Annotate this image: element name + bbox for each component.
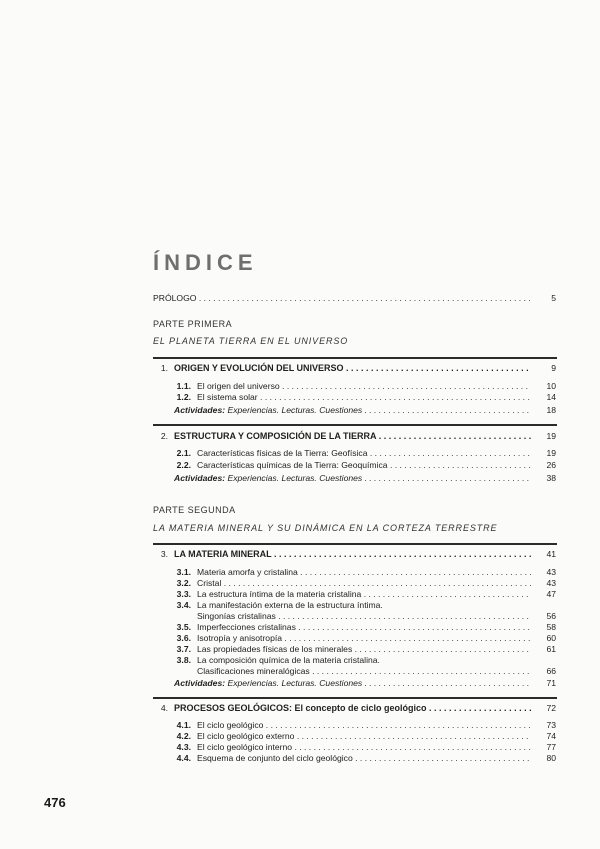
entry-number: 3.7. (176, 644, 191, 654)
activities-label: Actividades: Experiencias. Lecturas. Cuestiones . . . (174, 472, 531, 484)
entry-page: 60 (546, 633, 556, 643)
part-title: EL PLANETA TIERRA EN EL UNIVERSO (153, 336, 349, 346)
toc-entry (0, 447, 600, 459)
page-number: 476 (44, 795, 66, 810)
part-label: PARTE SEGUNDA (153, 505, 236, 515)
section-rule (153, 697, 557, 699)
entry-label: El ciclo geológico externo . . . (197, 730, 531, 742)
entry-number: 3.4. (176, 600, 191, 610)
part-label: PARTE PRIMERA (153, 319, 233, 329)
chapter-number: 3. (160, 549, 168, 559)
entry-label: La estructura íntima de la materia cristalina . . . (197, 588, 531, 600)
entry-label: El sistema solar . . . (197, 391, 531, 403)
entry-number: 4.4. (176, 753, 191, 763)
section-rule (153, 424, 557, 426)
chapter-page: 9 (551, 363, 556, 373)
chapter-number: 4. (160, 703, 168, 713)
entry-page: 56 (546, 611, 556, 621)
entry-label: Esquema de conjunto del ciclo geológico . . . (197, 752, 531, 764)
entry-page: 26 (546, 460, 556, 470)
entry-number: 4.1. (176, 720, 191, 730)
entry-page: 77 (546, 742, 556, 752)
entry-number: 3.2. (176, 578, 191, 588)
chapter-number: 1. (160, 363, 168, 373)
chapter-title: ORIGEN Y EVOLUCIÓN DEL UNIVERSO . . . (174, 362, 531, 374)
entry-page: 73 (546, 720, 556, 730)
entry-label: La manifestación externa de la estructura íntima. (197, 600, 383, 610)
chapter-title: ESTRUCTURA Y COMPOSICIÓN DE LA TIERRA . . . (174, 430, 531, 442)
section-rule (153, 543, 557, 545)
entry-number: 3.8. (176, 655, 191, 665)
entry-number: 2.1. (176, 448, 191, 458)
entry-label: La composición química de la materia cristalina. (197, 655, 380, 665)
toc-entry (0, 665, 600, 677)
chapter-page: 72 (546, 703, 556, 713)
chapter-entry (0, 362, 600, 374)
entry-number: 4.2. (176, 731, 191, 741)
entry-page: 47 (546, 589, 556, 599)
toc-entry (0, 752, 600, 764)
entry-label: Clasificaciones mineralógicas . . . (197, 665, 531, 677)
entry-page: 18 (546, 405, 556, 415)
chapter-number: 2. (160, 431, 168, 441)
entry-page: 58 (546, 622, 556, 632)
entry-label: Características químicas de la Tierra: Geoquímica . . . (197, 459, 531, 471)
entry-number: 1.1. (176, 381, 191, 391)
chapter-title: LA MATERIA MINERAL . . . (174, 548, 531, 560)
activities-entry (0, 404, 600, 416)
entry-number: 3.5. (176, 622, 191, 632)
entry-label: Las propiedades físicas de los minerales . . . (197, 643, 531, 655)
entry-label: Materia amorfa y cristalina . . . (197, 566, 531, 578)
entry-page: 14 (546, 392, 556, 402)
entry-label: El ciclo geológico . . . (197, 719, 531, 731)
activities-entry (0, 677, 600, 689)
activities-label: Actividades: Experiencias. Lecturas. Cuestiones . . . (174, 677, 531, 689)
entry-number: 2.2. (176, 460, 191, 470)
entry-page: 43 (546, 578, 556, 588)
chapter-title: PROCESOS GEOLÓGICOS: El concepto de ciclo geológico . . . (174, 702, 531, 714)
entry-number: 3.1. (176, 567, 191, 577)
entry-number: 1.2. (176, 392, 191, 402)
entry-label: Características físicas de la Tierra: Geofísica . . . (197, 447, 531, 459)
entry-page: 61 (546, 644, 556, 654)
entry-page: 19 (546, 448, 556, 458)
entry-page: 38 (546, 473, 556, 483)
activities-entry (0, 472, 600, 484)
entry-number: 4.3. (176, 742, 191, 752)
chapter-entry (0, 430, 600, 442)
toc-entry-prologue (0, 292, 600, 304)
activities-label: Actividades: Experiencias. Lecturas. Cuestiones . . . (174, 404, 531, 416)
toc-entry (0, 391, 600, 403)
part-title: LA MATERIA MINERAL Y SU DINÁMICA EN LA CORTEZA TERRESTRE (153, 523, 498, 533)
entry-label: Singonías cristalinas . . . (197, 610, 531, 622)
chapter-entry (0, 548, 600, 560)
entry-label: Cristal . . . (197, 577, 531, 589)
entry-page: 74 (546, 731, 556, 741)
entry-label: El origen del universo . . . (197, 380, 531, 392)
entry-label: Isotropía y anisotropía . . . (197, 632, 531, 644)
entry-label: El ciclo geológico interno . . . (197, 741, 531, 753)
entry-page: 80 (546, 753, 556, 763)
toc-entry (0, 459, 600, 471)
entry-page: 66 (546, 666, 556, 676)
entry-page: 71 (546, 678, 556, 688)
section-rule (153, 357, 557, 359)
chapter-page: 19 (546, 431, 556, 441)
chapter-entry (0, 702, 600, 714)
entry-label: PRÓLOGO . . . (153, 292, 531, 304)
entry-page: 43 (546, 567, 556, 577)
entry-page: 5 (551, 293, 556, 303)
entry-label: Imperfecciones cristalinas . . . (197, 621, 531, 633)
entry-number: 3.3. (176, 589, 191, 599)
chapter-page: 41 (546, 549, 556, 559)
entry-number: 3.6. (176, 633, 191, 643)
page-title: ÍNDICE (153, 250, 258, 275)
entry-page: 10 (546, 381, 556, 391)
